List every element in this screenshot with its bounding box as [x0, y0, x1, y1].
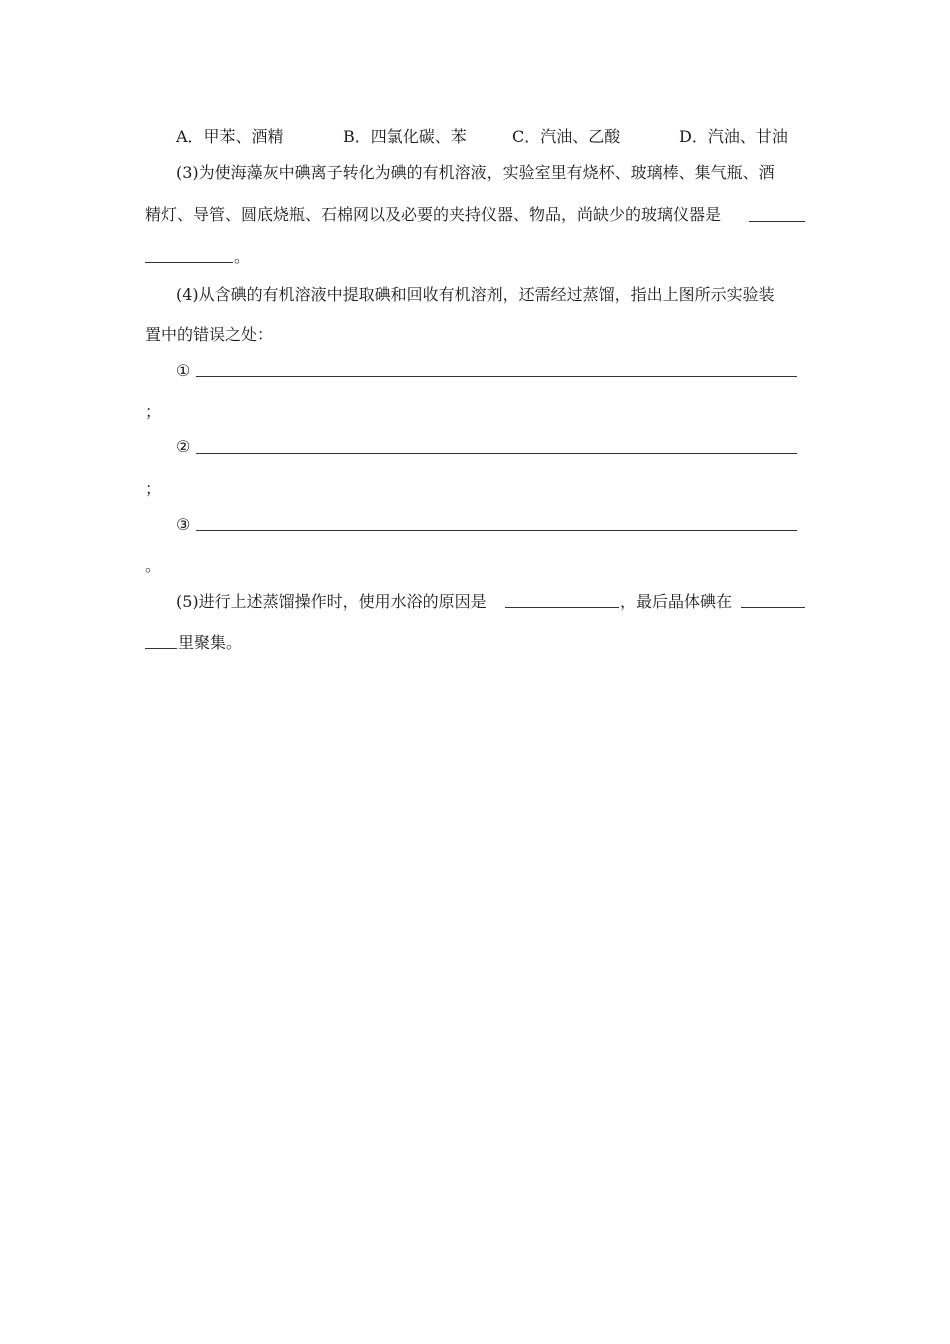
- q5-line-2-end: 里聚集。: [178, 633, 243, 652]
- q4-line-1: (4)从含碘的有机溶液中提取碘和回收有机溶剂，还需经过蒸馏，指出上图所示实验装: [176, 285, 775, 304]
- q3-line-1: (3)为使海藻灰中碘离子转化为碘的有机溶液，实验室里有烧杯、玻璃棒、集气瓶、酒: [176, 163, 775, 182]
- q5-location-blank-a[interactable]: [741, 607, 805, 608]
- q4-item-1-mark: ①: [176, 361, 191, 380]
- q4-item-2-end: ；: [145, 479, 162, 498]
- q3-answer-blank-a[interactable]: [749, 221, 805, 222]
- q4-item-1-end: ；: [145, 402, 162, 421]
- option-d: D．汽油、甘油: [679, 127, 788, 146]
- option-a: A．甲苯、酒精: [176, 127, 284, 146]
- option-b: B．四氯化碳、苯: [343, 127, 467, 146]
- option-c: C．汽油、乙酸: [512, 127, 621, 146]
- q4-item-1-blank[interactable]: [196, 376, 797, 377]
- q4-item-2-mark: ②: [176, 437, 191, 456]
- q5-reason-blank[interactable]: [505, 607, 619, 608]
- q4-item-3-end: 。: [145, 556, 162, 575]
- q4-item-3-mark: ③: [176, 515, 191, 534]
- q4-item-2-blank[interactable]: [196, 453, 797, 454]
- q3-answer-blank-b[interactable]: [145, 262, 233, 263]
- q5-line-1-a: (5)进行上述蒸馏操作时，使用水浴的原因是: [176, 592, 487, 611]
- q5-location-blank-b[interactable]: [145, 648, 177, 649]
- q3-line-3-end: 。: [234, 247, 251, 266]
- q3-line-2: 精灯、导管、圆底烧瓶、石棉网以及必要的夹持仪器、物品，尚缺少的玻璃仪器是: [145, 205, 722, 224]
- q5-line-1-b: ，最后晶体碘在: [620, 592, 733, 611]
- q4-line-2: 置中的错误之处：: [145, 325, 274, 344]
- q4-item-3-blank[interactable]: [196, 530, 797, 531]
